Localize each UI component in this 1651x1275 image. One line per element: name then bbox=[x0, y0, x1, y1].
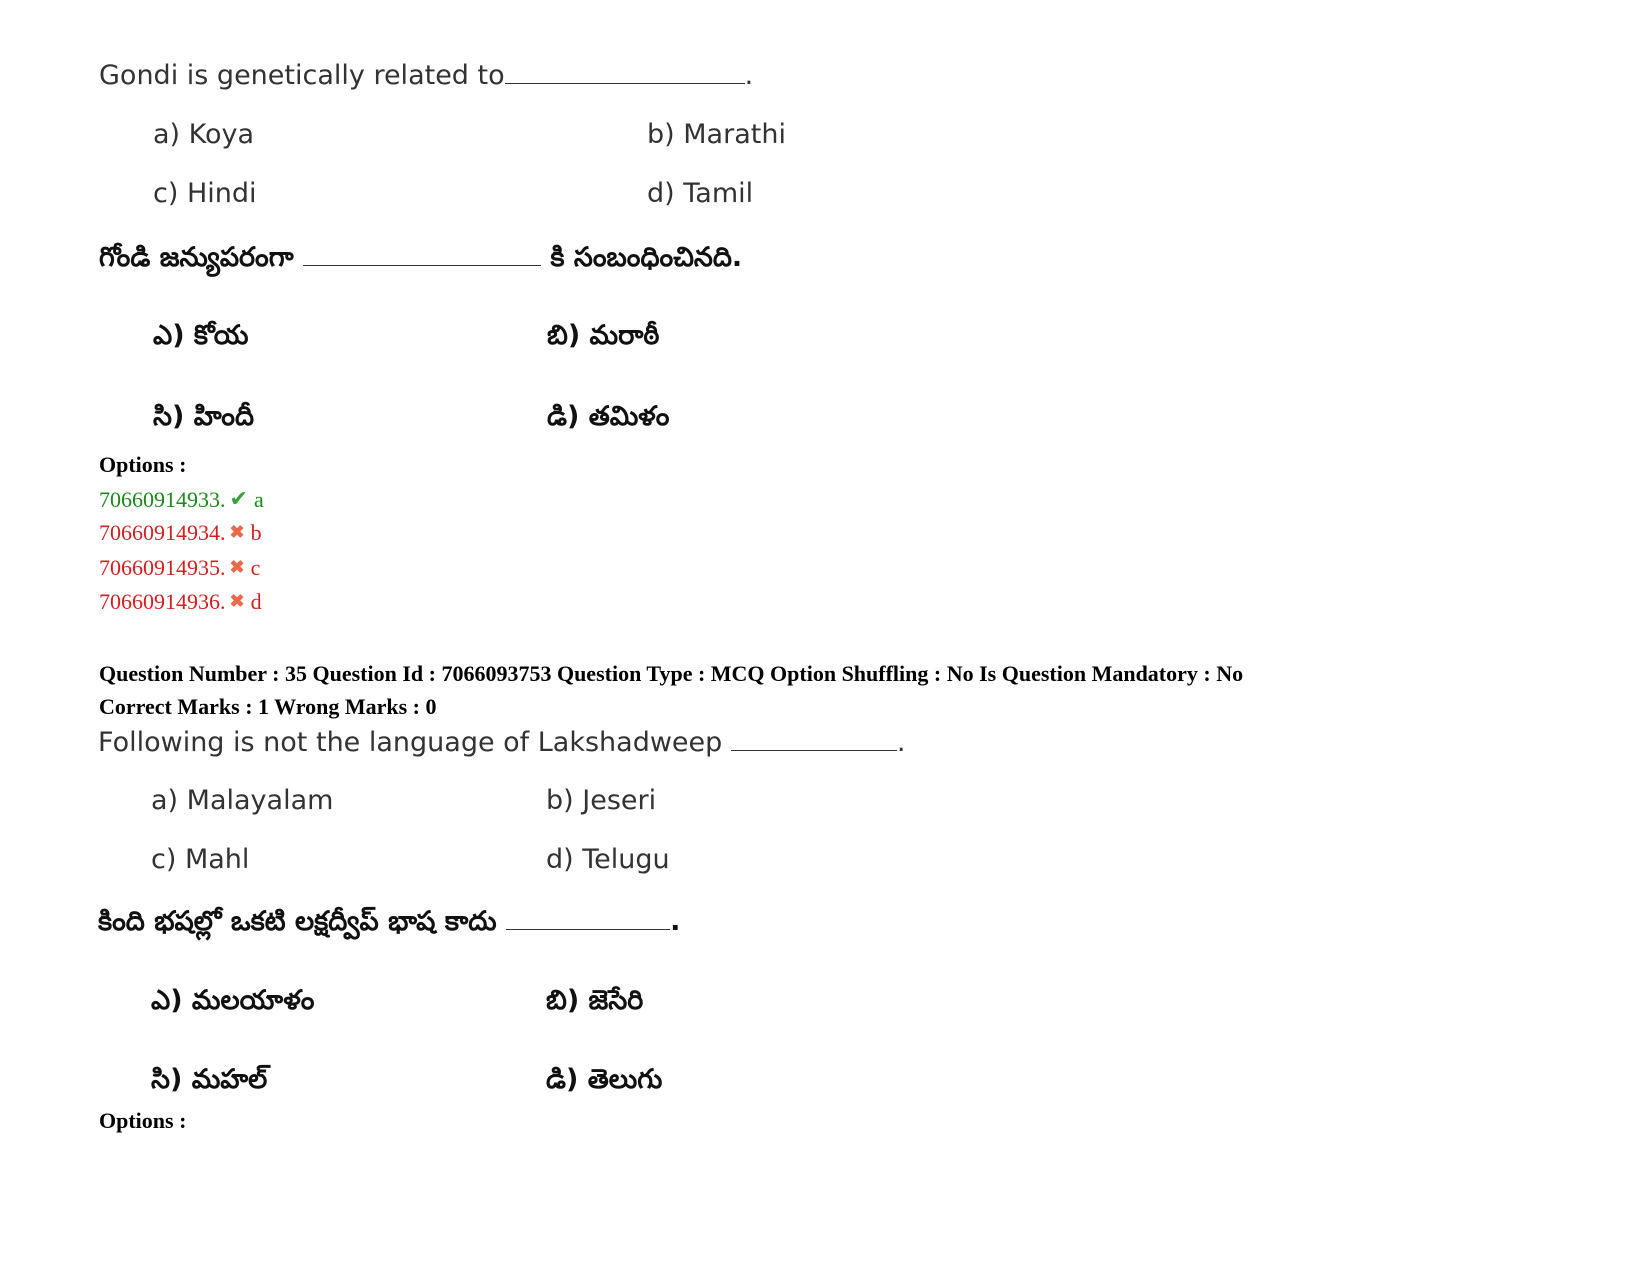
cross-icon: ✖ bbox=[229, 522, 245, 542]
q34-option-en-b: b) Marathi bbox=[647, 119, 786, 150]
q35-option-en-d: d) Telugu bbox=[546, 844, 670, 875]
q35-question-te-text: కింది భషల్లో ఒకటి లక్షద్వీప్ భాష కాదు bbox=[98, 906, 497, 937]
cross-icon: ✖ bbox=[229, 591, 245, 611]
q35-option-te-a: ఎ) మలయాళం bbox=[151, 985, 315, 1016]
q35-option-en-a: a) Malayalam bbox=[151, 785, 334, 816]
answer-option-letter: a bbox=[253, 487, 264, 512]
check-icon: ✔ bbox=[229, 486, 248, 511]
q35-option-te-d: డి) తెలుగు bbox=[546, 1064, 663, 1095]
q35-meta-line1: Question Number : 35 Question Id : 7066093753 Question Type : MCQ Option Shuffling : No Is Question Mandatory : No bbox=[99, 661, 1244, 686]
q34-option-te-d: డి) తమిళం bbox=[547, 401, 670, 432]
answer-option-id: 70660914934. bbox=[99, 520, 226, 545]
q34-option-en-a: a) Koya bbox=[153, 119, 255, 150]
answer-option-id: 70660914936. bbox=[99, 589, 226, 614]
answer-option-letter: d bbox=[250, 589, 262, 614]
q34-question-te-text: గోండి జన్యుపరంగా bbox=[99, 242, 294, 273]
q34-option-te-c: సి) హిందీ bbox=[153, 401, 255, 432]
answer-blank bbox=[505, 82, 745, 84]
answer-option-row bbox=[99, 555, 260, 581]
q34-question-en bbox=[99, 60, 753, 91]
answer-blank bbox=[303, 264, 541, 266]
answer-option-row bbox=[99, 589, 262, 615]
q34-option-en-c: c) Hindi bbox=[153, 178, 257, 209]
q35-option-en-c: c) Mahl bbox=[151, 844, 250, 875]
answer-blank bbox=[506, 928, 670, 930]
answer-blank bbox=[731, 749, 897, 751]
q35-option-en-b: b) Jeseri bbox=[546, 785, 657, 816]
q35-option-te-c: సి) మహల్ bbox=[151, 1064, 268, 1095]
q34-question-en-end: . bbox=[744, 60, 754, 91]
q34-option-te-b: బి) మరాఠీ bbox=[547, 320, 660, 351]
cross-icon: ✖ bbox=[229, 557, 245, 577]
q35-question-en-end: . bbox=[896, 727, 906, 758]
answer-option-row bbox=[99, 520, 262, 546]
q34-option-te-a: ఎ) కోయ bbox=[153, 320, 249, 351]
answer-option-id: 70660914935. bbox=[99, 555, 226, 580]
q35-question-en-text: Following is not the language of Lakshadweep bbox=[98, 727, 723, 758]
q35-meta-line2: Correct Marks : 1 Wrong Marks : 0 bbox=[99, 694, 437, 719]
q35-question-te bbox=[98, 906, 680, 944]
q34-question-en-text: Gondi is genetically related to bbox=[99, 60, 505, 91]
q34-question-te bbox=[99, 242, 742, 280]
q34-options-heading: Options : bbox=[99, 452, 187, 477]
answer-option-row bbox=[99, 486, 264, 513]
q35-option-te-b: బి) జెసేరి bbox=[546, 985, 644, 1016]
q34-question-te-end: కి సంబంధించినది. bbox=[550, 242, 743, 273]
answer-option-id: 70660914933. bbox=[99, 487, 226, 512]
answer-option-letter: c bbox=[250, 555, 261, 580]
answer-option-letter: b bbox=[250, 520, 262, 545]
q35-options-heading: Options : bbox=[99, 1108, 187, 1133]
q34-option-en-d: d) Tamil bbox=[647, 178, 754, 209]
q35-question-en bbox=[98, 727, 905, 758]
q35-question-te-end: . bbox=[670, 906, 681, 937]
